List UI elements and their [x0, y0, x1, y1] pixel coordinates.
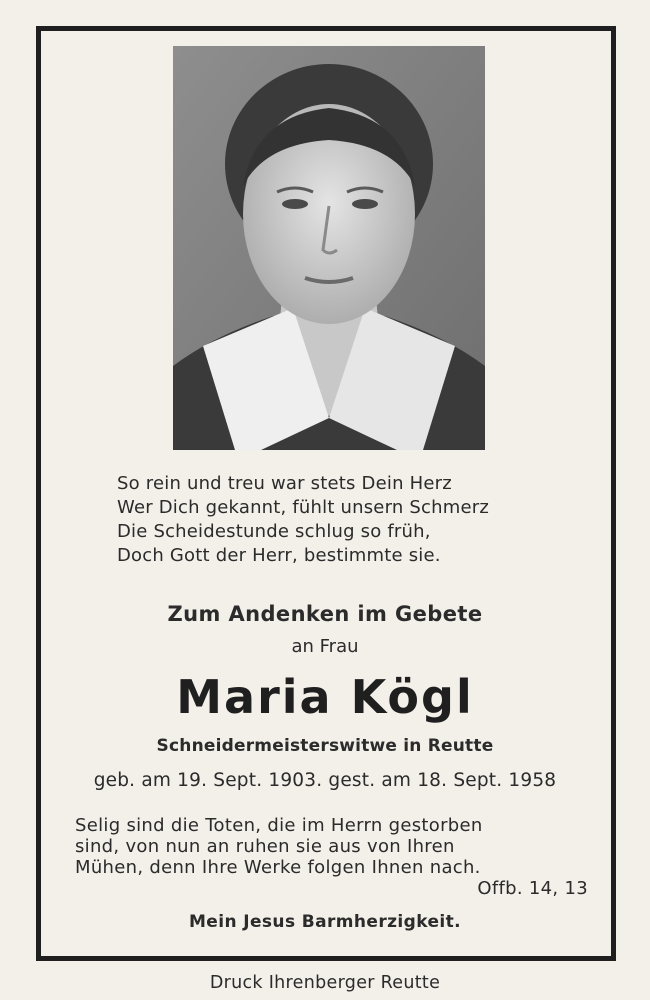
verse-line: Selig sind die Toten, die im Herrn gestorben — [75, 815, 483, 836]
salutation: an Frau — [291, 636, 359, 657]
memorial-poem — [117, 472, 597, 568]
poem-line: Wer Dich gekannt, fühlt unsern Schmerz — [117, 497, 489, 518]
deceased-name: Maria Kögl — [176, 670, 474, 724]
portrait-photo-image — [173, 46, 485, 450]
poem-line: Doch Gott der Herr, bestimmte sie. — [117, 545, 441, 566]
closing-prayer: Mein Jesus Barmherzigkeit. — [188, 912, 462, 932]
verse-line: Mühen, denn Ihre Werke folgen Ihnen nach. — [75, 857, 481, 878]
portrait-photo — [173, 46, 485, 450]
memorial-heading: Zum Andenken im Gebete — [167, 602, 483, 626]
verse-line: sind, von nun an ruhen sie aus von Ihren — [75, 836, 455, 857]
bible-verse — [75, 815, 588, 899]
poem-line: Die Scheidestunde schlug so früh, — [117, 521, 431, 542]
life-dates: geb. am 19. Sept. 1903. gest. am 18. Sept. 1958 — [93, 770, 557, 791]
occupation: Schneidermeisterswitwe in Reutte — [156, 736, 494, 756]
poem-line: So rein und treu war stets Dein Herz — [117, 473, 452, 494]
verse-reference: Offb. 14, 13 — [477, 878, 588, 899]
printer-imprint: Druck Ihrenberger Reutte — [209, 973, 441, 993]
